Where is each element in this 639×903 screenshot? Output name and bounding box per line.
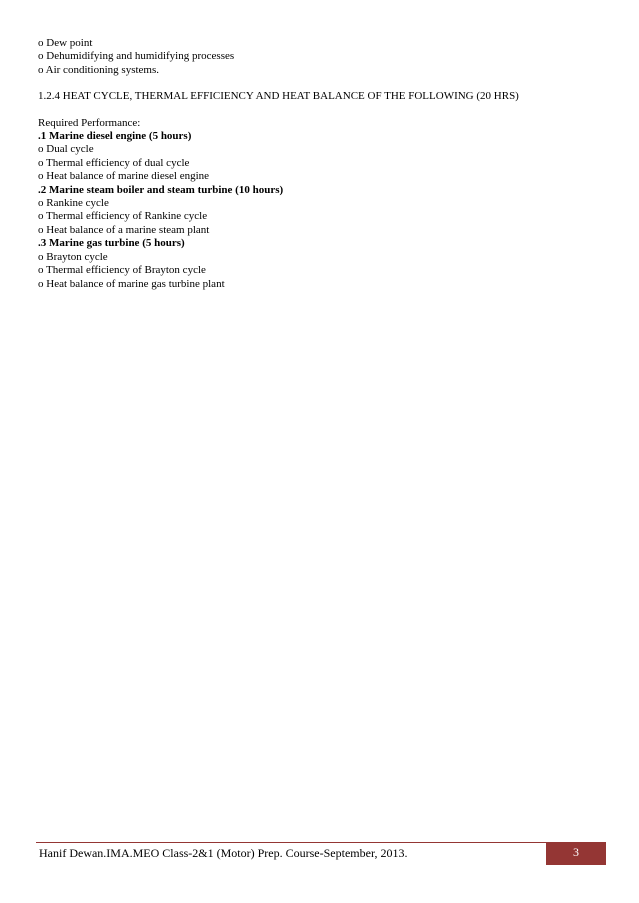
page-footer — [36, 842, 606, 864]
list-item: o Heat balance of marine diesel engine — [38, 170, 210, 183]
required-performance-label: Required Performance: — [38, 116, 141, 129]
page-content — [38, 37, 598, 291]
list-item: o Dew point — [38, 37, 93, 49]
list-item: o Air conditioning systems. — [38, 63, 159, 76]
list-item: o Dual cycle — [38, 143, 94, 156]
list-item: o Heat balance of marine gas turbine plant — [38, 277, 225, 290]
list-item: o Thermal efficiency of dual cycle — [38, 156, 190, 169]
list-item: o Heat balance of a marine steam plant — [38, 223, 210, 236]
subsection-title: .3 Marine gas turbine (5 hours) — [38, 237, 185, 250]
list-item: o Thermal efficiency of Rankine cycle — [38, 210, 208, 223]
subsection-title: .1 Marine diesel engine (5 hours) — [38, 130, 192, 143]
list-item: o Brayton cycle — [38, 250, 108, 263]
footer-text: Hanif Dewan.IMA.MEO Class-2&1 (Motor) Prep. Course-September, 2013. — [39, 846, 408, 860]
list-item: o Dehumidifying and humidifying processes — [38, 50, 235, 63]
list-item: o Thermal efficiency of Brayton cycle — [38, 264, 206, 277]
subsection-title: .2 Marine steam boiler and steam turbine (10 hours) — [38, 183, 284, 196]
list-item: o Rankine cycle — [38, 197, 109, 210]
page-number: 3 — [546, 843, 606, 865]
section-heading: 1.2.4 HEAT CYCLE, THERMAL EFFICIENCY AND HEAT BALANCE OF THE FOLLOWING (20 HRS) — [38, 90, 519, 103]
